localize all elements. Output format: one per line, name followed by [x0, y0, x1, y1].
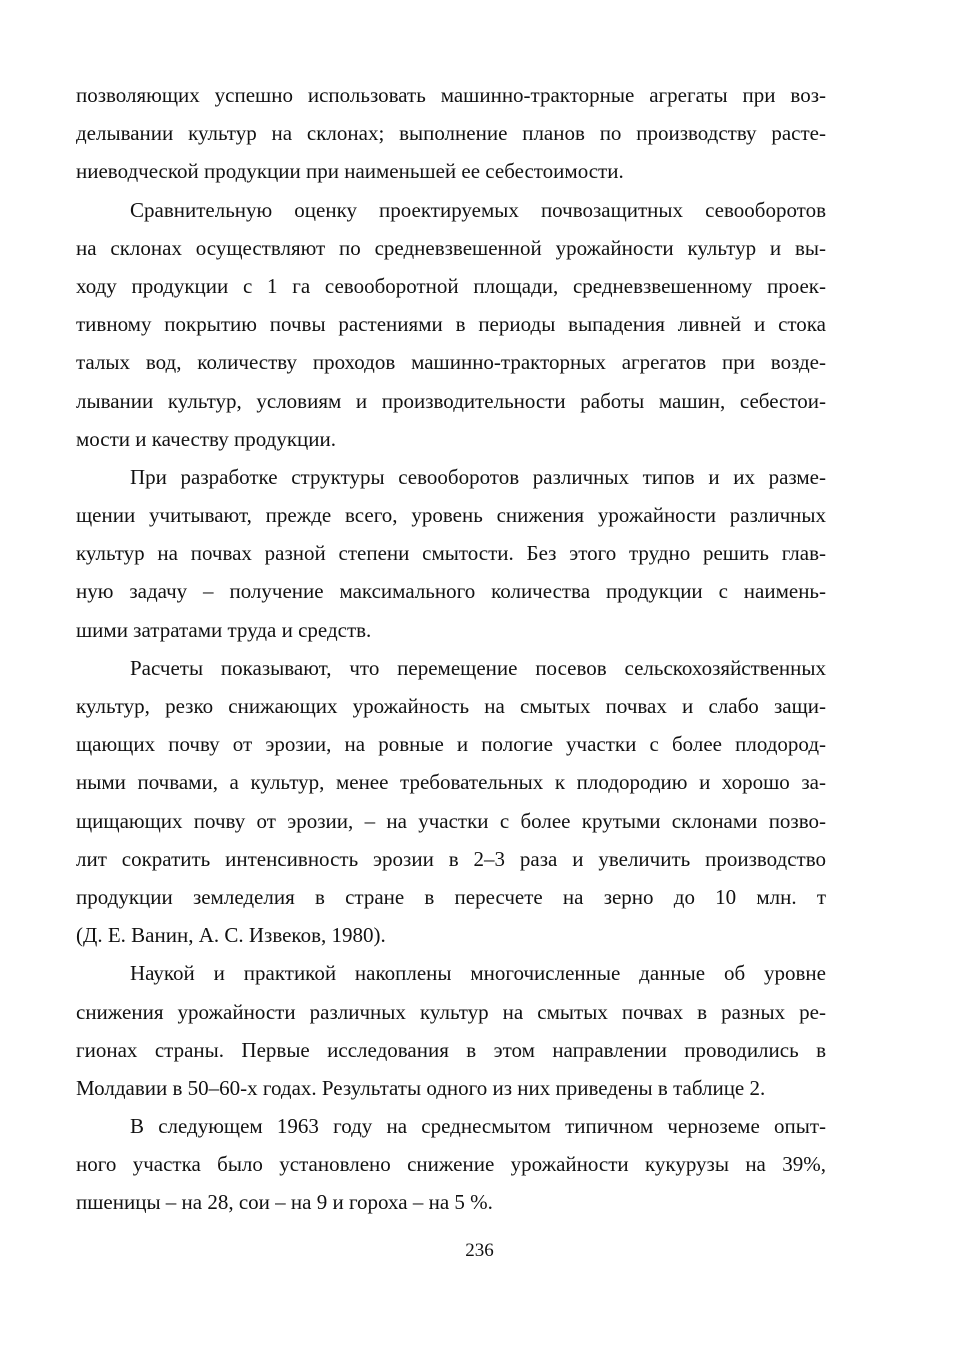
text-line: на склонах осуществляют по средневзвешенной урожайности культур и вы-: [76, 235, 826, 260]
paragraph-1: [76, 76, 826, 191]
text-line: ную задачу – получение максимального количества продукции с наимень-: [76, 579, 826, 604]
paragraph-2: [76, 191, 826, 458]
text-line: снижения урожайности различных культур на смытых почвах в разных ре-: [76, 999, 826, 1024]
text-line: тивному покрытию почвы растениями в периоды выпадения ливней и стока: [76, 312, 826, 337]
text-line: шими затратами труда и средств.: [76, 617, 372, 642]
text-line: Наукой и практикой накоплены многочисленные данные об уровне: [130, 961, 826, 986]
text-line: Расчеты показывают, что перемещение посевов сельскохозяйственных: [130, 655, 826, 680]
text-line: При разработке структуры севооборотов различных типов и их разме-: [130, 464, 826, 489]
text-line: Молдавии в 50–60-х годах. Результаты одного из них приведены в таблице 2.: [76, 1075, 766, 1100]
text-line: В следующем 1963 году на среднесмытом типичном черноземе опыт-: [130, 1114, 826, 1139]
paragraph-5: [76, 954, 826, 1107]
document-page: [76, 76, 826, 1222]
text-line: щении учитывают, прежде всего, уровень снижения урожайности различных: [76, 503, 826, 528]
paragraph-4: [76, 649, 826, 955]
text-line: (Д. Е. Ванин, А. С. Извеков, 1980).: [76, 923, 386, 948]
text-line: талых вод, количеству проходов машинно-тракторных агрегатов при возде-: [76, 350, 826, 375]
text-line: мости и качеству продукции.: [76, 426, 336, 451]
text-line: лит сократить интенсивность эрозии в 2–3 раза и увеличить производство: [76, 846, 826, 871]
paragraph-6: [76, 1107, 826, 1222]
text-line: продукции земледелия в стране в пересчете на зерно до 10 млн. т: [76, 884, 826, 909]
text-line: гионах страны. Первые исследования в этом направлении проводились в: [76, 1037, 826, 1062]
page-number: 236: [465, 1240, 494, 1261]
paragraph-3: [76, 458, 826, 649]
text-line: лывании культур, условиям и производительности работы машин, себестои-: [76, 388, 826, 413]
text-line: ного участка было установлено снижение урожайности кукурузы на 39%,: [76, 1152, 826, 1177]
text-line: ными почвами, а культур, менее требовательных к плодородию и хорошо за-: [76, 770, 826, 795]
text-line: позволяющих успешно использовать машинно-тракторные агрегаты при воз-: [76, 83, 826, 107]
text-line: щающих почву от эрозии, на ровные и пологие участки с более плодород-: [76, 732, 826, 757]
text-line: ходу продукции с 1 га севооборотной площади, средневзвешенному проек-: [76, 273, 826, 298]
text-line: пшеницы – на 28, сои – на 9 и гороха – на 5 %.: [76, 1190, 493, 1215]
text-line: культур, резко снижающих урожайность на смытых почвах и слабо защи-: [76, 694, 826, 718]
text-line: ниеводческой продукции при наименьшей ее себестоимости.: [76, 159, 624, 184]
text-line: делывании культур на склонах; выполнение планов по производству расте-: [76, 121, 826, 146]
text-line: Сравнительную оценку проектируемых почвозащитных севооборотов: [130, 197, 826, 222]
text-line: щищающих почву от эрозии, – на участки с более крутыми склонами позво-: [76, 808, 826, 833]
text-line: культур на почвах разной степени смытости. Без этого трудно решить глав-: [76, 541, 826, 566]
